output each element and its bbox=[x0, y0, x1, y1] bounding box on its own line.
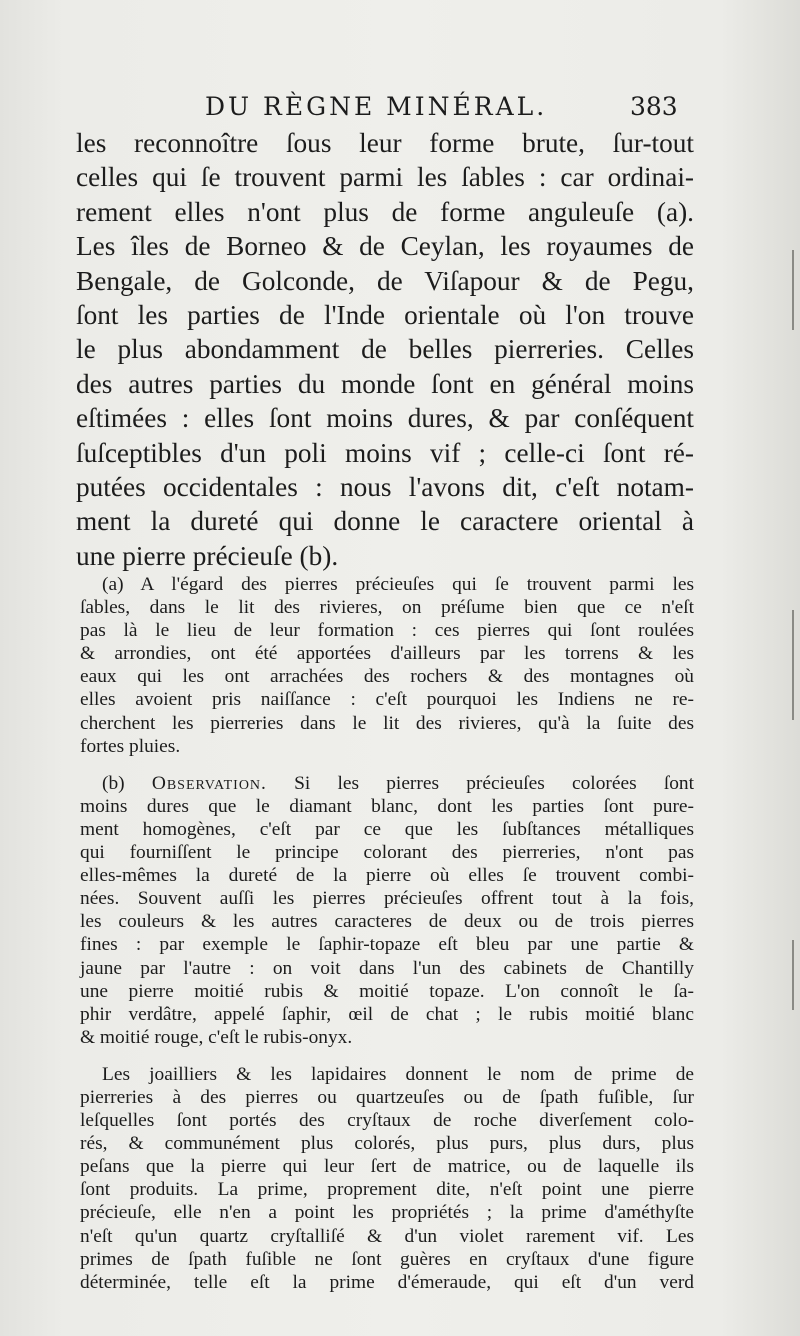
footnote-line: primes de ſpath fuſible ne ſont guères en cryſtaux d'une figure bbox=[80, 1248, 694, 1270]
footnote-line: & arrondies, ont été apportées d'ailleurs par les torrens & les bbox=[80, 643, 694, 665]
footnote-line: moins dures que le diamant blanc, dont les parties ſont pure- bbox=[80, 795, 694, 817]
footnote-line: n'eſt qu'un quartz cryſtalliſé & d'un violet rarement vif. Les bbox=[80, 1225, 694, 1247]
text-line: une pierre précieuſe (b). bbox=[76, 540, 339, 571]
text-line: putées occidentales : nous l'avons dit, c'eſt notam- bbox=[76, 471, 694, 502]
footnote-line: pierreries à des pierres ou quartzeuſes ou de ſpath fuſible, ſur bbox=[80, 1086, 694, 1108]
footnote-line: ment homogènes, c'eſt par ce que les ſubſtances métalliques bbox=[80, 818, 694, 840]
page-edge-shadow bbox=[792, 250, 794, 330]
main-paragraph bbox=[76, 126, 694, 573]
running-title: DU RÈGNE MINÉRAL. bbox=[205, 92, 548, 121]
text-line: ſont les parties de l'Inde orientale où l'on trouve bbox=[76, 299, 694, 330]
text-line: des autres parties du monde ſont en général moins bbox=[76, 368, 694, 399]
footnote-line: phir verdâtre, appelé ſaphir, œil de chat ; le rubis moitié blanc bbox=[80, 1003, 694, 1025]
footnote-line: jaune par l'autre : on voit dans l'un des cabinets de Chantilly bbox=[80, 957, 694, 979]
text-line: les reconnoître ſous leur forme brute, ſur-tout bbox=[76, 128, 694, 158]
footnote-line: qui fourniſſent le principe colorant des pierreries, n'ont pas bbox=[80, 842, 694, 864]
footnote-b bbox=[80, 772, 694, 1049]
text-line: eſtimées : elles ſont moins dures, & par conſéquent bbox=[76, 403, 694, 434]
footnote-line: Les joailliers & les lapidaires donnent le nom de prime de bbox=[102, 1063, 694, 1085]
text-line: Les îles de Borneo & de Ceylan, les royaumes de bbox=[76, 231, 694, 262]
footnote-marker: (a) bbox=[102, 574, 124, 595]
footnote-line: ſont produits. La prime, proprement dite, n'eſt point une pierre bbox=[80, 1179, 694, 1201]
footnote-line: fines : par exemple le ſaphir-topaze eſt bleu par une partie & bbox=[80, 934, 694, 956]
footnote-line: cherchent les pierreries dans le lit des rivieres, qu'à la ſuite des bbox=[80, 712, 694, 734]
footnote-line: eaux qui les ont arrachées des rochers & des montagnes où bbox=[80, 666, 694, 688]
footnote-line: & moitié rouge, c'eſt le rubis-onyx. bbox=[80, 1026, 353, 1048]
footnote-line: les couleurs & les autres caracteres de deux ou de trois pierres bbox=[80, 911, 694, 933]
text-line: celles qui ſe trouvent parmi les ſables : car ordinai- bbox=[76, 162, 694, 193]
footnote-line: ſables, dans le lit des rivieres, on préſume bien que ce n'eſt bbox=[80, 597, 694, 619]
footnote-line: nées. Souvent auſſi les pierres précieuſes offrent tout à la fois, bbox=[80, 888, 694, 910]
footnote-text: A l'égard des pierres précieuſes qui ſe trouvent parmi les bbox=[140, 574, 694, 595]
footnote-line: elles avoient pris naiſſance : c'eſt pourquoi les Indiens ne re- bbox=[80, 689, 694, 711]
footnote-line: elles-mêmes la dureté de la pierre où elles ſe trouvent combi- bbox=[80, 865, 694, 887]
text-line: rement elles n'ont plus de forme anguleuſe (a). bbox=[76, 196, 694, 227]
footnote-line: pas là le lieu de leur formation : ces pierres qui ſont roulées bbox=[80, 620, 694, 642]
text-line: le plus abondamment de belles pierreries. Celles bbox=[76, 334, 694, 365]
footnote-text: Si les pierres précieuſes colorées ſont bbox=[294, 772, 694, 794]
page-number: 383 bbox=[630, 92, 678, 121]
footnote-line: précieuſe, elle n'en a point les propriétés ; la prime d'améthyſte bbox=[80, 1202, 694, 1224]
text-line: ment la dureté qui donne le caractere oriental à bbox=[76, 506, 694, 537]
footnote-line: leſquelles ſont portés des cryſtaux de roche diverſement colo- bbox=[80, 1110, 694, 1132]
page-edge-shadow bbox=[792, 610, 794, 720]
footnote-line: fortes pluies. bbox=[80, 735, 181, 757]
footnotes bbox=[80, 573, 694, 1308]
footnote-heading: Observation. bbox=[151, 772, 267, 794]
footnote-line bbox=[80, 573, 694, 596]
footnote-line: rés, & communément plus colorés, plus purs, plus durs, plus bbox=[80, 1133, 694, 1155]
text-line: Bengale, de Golconde, de Viſapour & de Pegu, bbox=[76, 265, 694, 296]
text-line: ſuſceptibles d'un poli moins vif ; celle-ci ſont ré- bbox=[76, 437, 694, 468]
footnote-line: peſans que la pierre qui leur ſert de matrice, ou de laquelle ils bbox=[80, 1156, 694, 1178]
footnote-marker: (b) bbox=[102, 772, 125, 794]
footnote-line bbox=[80, 772, 694, 795]
footnote-line: déterminée, telle eſt la prime d'émeraude, qui eſt d'un verd bbox=[80, 1271, 694, 1293]
footnote-line: une pierre moitié rubis & moitié topaze. L'on connoît le ſa- bbox=[80, 980, 694, 1002]
footnote-continuation bbox=[80, 1063, 694, 1294]
footnote-a bbox=[80, 573, 694, 758]
page-edge-shadow bbox=[792, 940, 794, 1010]
